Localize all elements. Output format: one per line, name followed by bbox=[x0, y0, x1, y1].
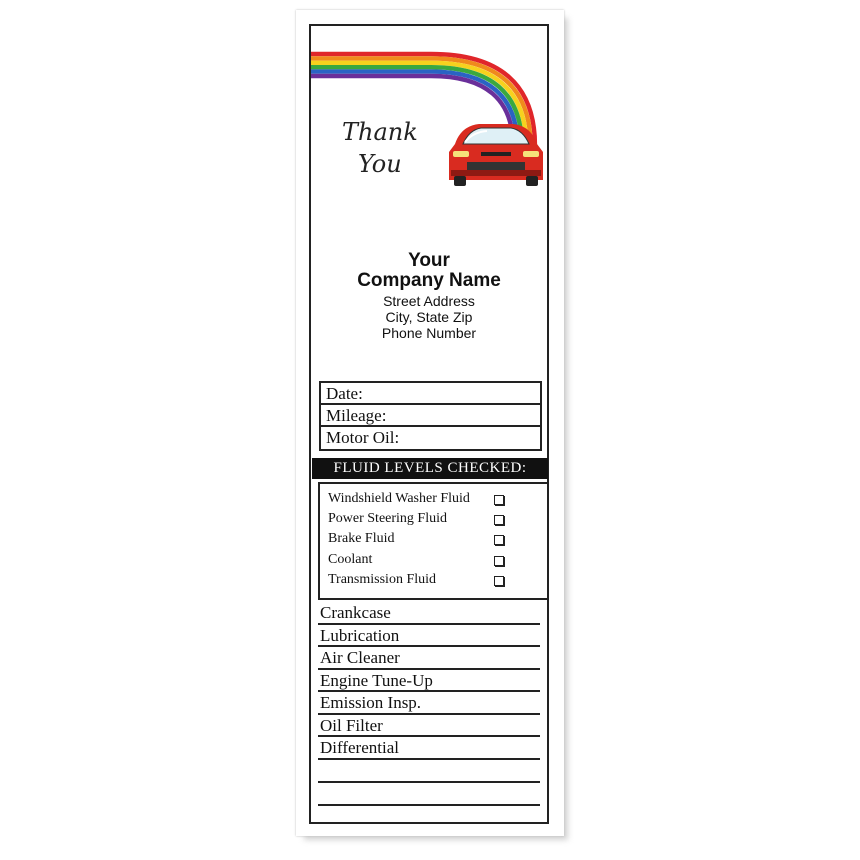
info-label: Date: bbox=[326, 384, 363, 403]
car-icon bbox=[449, 124, 543, 186]
service-label: Crankcase bbox=[320, 603, 391, 622]
info-label: Mileage: bbox=[326, 406, 387, 425]
service-row[interactable] bbox=[318, 647, 540, 670]
info-row-date[interactable] bbox=[321, 383, 540, 405]
service-label: Differential bbox=[320, 738, 399, 757]
fluid-item bbox=[320, 529, 547, 549]
checkbox-icon[interactable] bbox=[494, 535, 504, 545]
checkbox-icon[interactable] bbox=[494, 576, 504, 586]
service-label: Engine Tune-Up bbox=[320, 670, 433, 690]
fluid-levels-box bbox=[318, 482, 549, 600]
company-city: City, State Zip bbox=[385, 309, 473, 325]
info-row-mileage[interactable] bbox=[321, 405, 540, 427]
fluid-label: Power Steering Fluid bbox=[328, 511, 447, 527]
service-label: Air Cleaner bbox=[320, 648, 400, 667]
service-label: Lubrication bbox=[320, 625, 400, 645]
fluid-label: Transmission Fluid bbox=[328, 571, 437, 587]
greeting-line-1: Thank bbox=[342, 118, 418, 146]
company-street: Street Address bbox=[383, 293, 475, 309]
service-row[interactable] bbox=[318, 625, 540, 648]
company-name: Company Name bbox=[357, 270, 501, 291]
blank-service-row[interactable] bbox=[318, 783, 540, 806]
info-box bbox=[319, 381, 542, 451]
service-label: Emission Insp. bbox=[320, 693, 422, 712]
info-label: Motor Oil: bbox=[326, 428, 400, 447]
fluid-item bbox=[320, 550, 547, 570]
greeting-line-2: You bbox=[358, 150, 402, 178]
fluid-label: Brake Fluid bbox=[328, 531, 395, 547]
fluid-label: Coolant bbox=[328, 551, 373, 567]
thank-you-greeting bbox=[342, 116, 418, 180]
blank-service-row[interactable] bbox=[318, 760, 540, 783]
service-row[interactable] bbox=[318, 737, 540, 760]
service-row[interactable] bbox=[318, 670, 540, 693]
checkbox-icon[interactable] bbox=[494, 495, 504, 505]
fluid-item bbox=[320, 489, 547, 509]
company-line-1: Your bbox=[408, 250, 450, 271]
checkbox-icon[interactable] bbox=[494, 515, 504, 525]
service-row[interactable] bbox=[318, 692, 540, 715]
info-row-motor-oil[interactable] bbox=[321, 427, 540, 449]
fluid-item bbox=[320, 570, 547, 590]
service-row[interactable] bbox=[318, 602, 540, 625]
service-list bbox=[318, 602, 540, 806]
company-phone: Phone Number bbox=[381, 325, 477, 341]
fluid-item bbox=[320, 509, 547, 529]
service-row[interactable] bbox=[318, 715, 540, 738]
fluid-levels-heading: FLUID LEVELS CHECKED: bbox=[312, 458, 548, 479]
checkbox-icon[interactable] bbox=[494, 556, 504, 566]
fluid-label: Windshield Washer Fluid bbox=[328, 491, 470, 506]
service-label: Oil Filter bbox=[320, 715, 383, 735]
